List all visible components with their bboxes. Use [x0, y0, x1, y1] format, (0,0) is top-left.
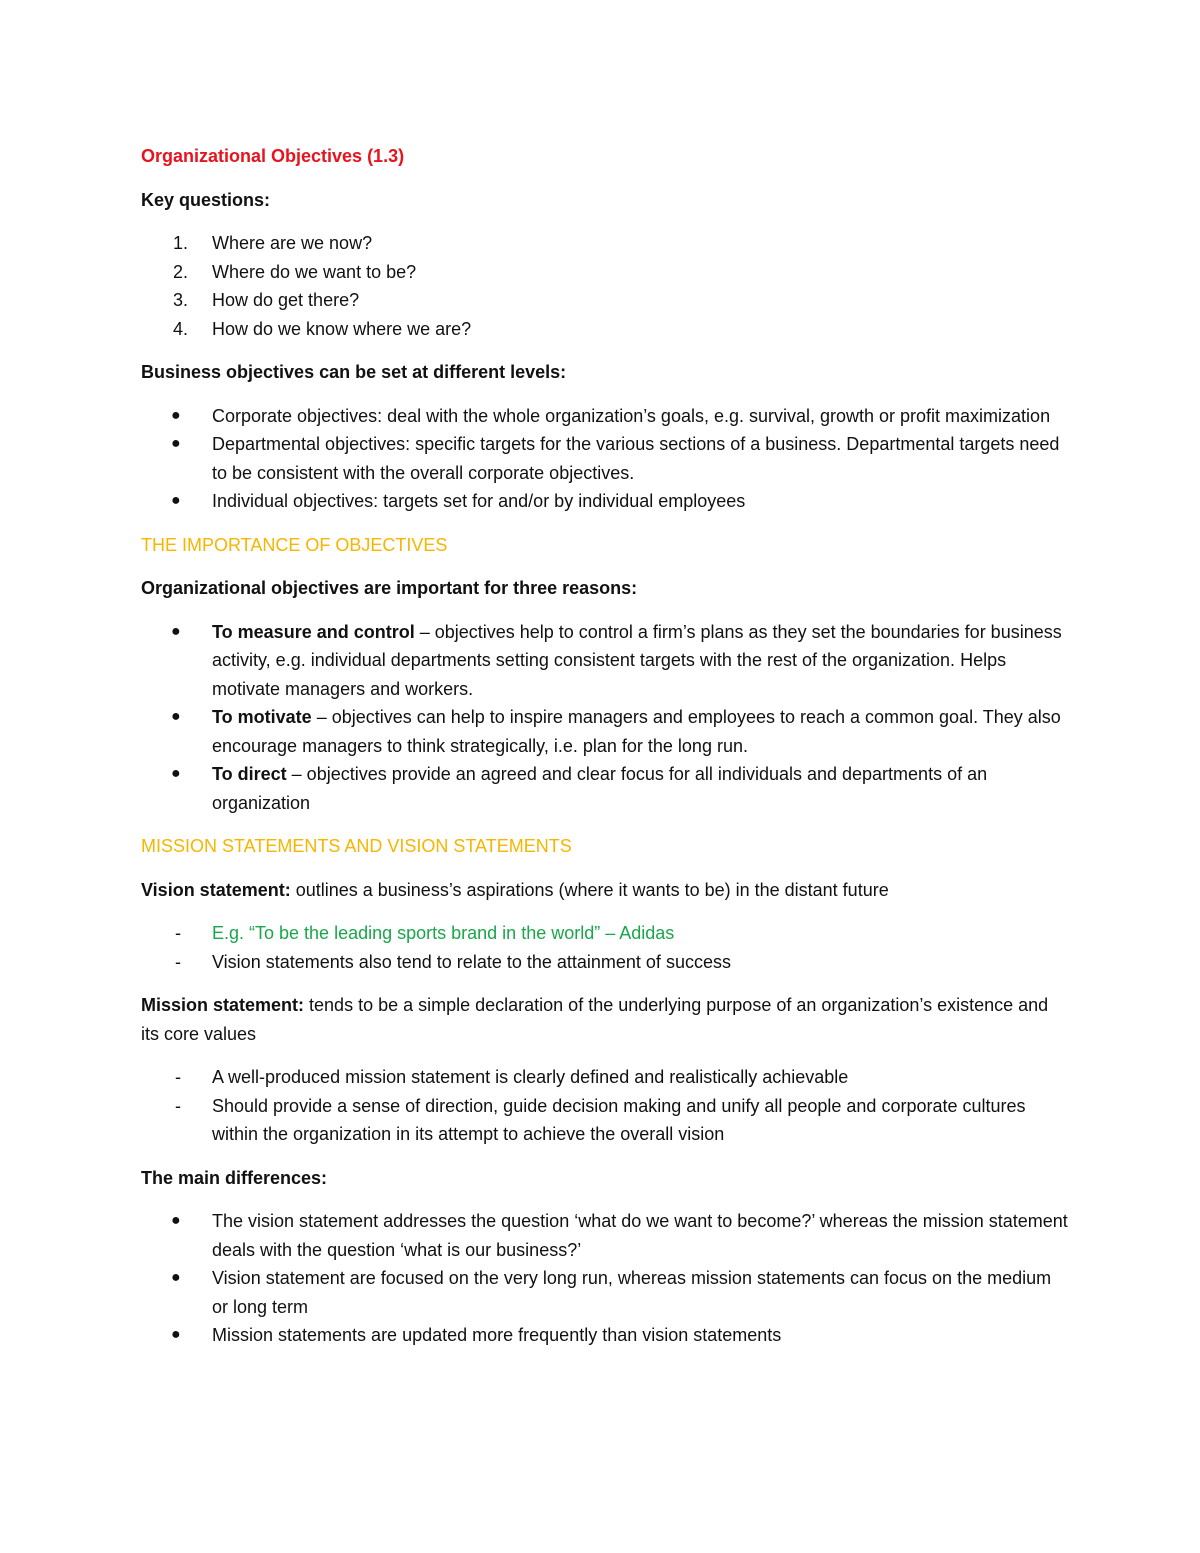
differences-list [141, 1207, 1071, 1350]
mission-list [141, 1063, 1071, 1149]
importance-heading: THE IMPORTANCE OF OBJECTIVES [141, 534, 448, 555]
list-item: 3. How do get there? [141, 286, 1071, 315]
bullet-icon: ● [171, 708, 181, 725]
bullet-icon: ● [171, 1269, 181, 1286]
list-number: 3. [173, 290, 189, 310]
term: Mission statement: [141, 995, 305, 1015]
list-item: 1. Where are we now? [141, 229, 1071, 258]
key-questions-list [141, 229, 1071, 343]
mission-definition: Mission statement: tends to be a simple declaration of the underlying purpose of an organization’s existence and its core values [141, 995, 1049, 1044]
term: To direct [212, 764, 287, 784]
list-number: 4. [173, 318, 189, 339]
list-item: - A well-produced mission statement is clearly defined and realistically achievable [141, 1063, 1071, 1092]
list-item: - Should provide a sense of direction, guide decision making and unify all people and corporate cultures within the organization in its attempt to achieve the overall vision [141, 1092, 1071, 1149]
list-item: ● To direct – objectives provide an agreed and clear focus for all individuals and departments of an organization [141, 760, 1071, 817]
dash-marker: - [175, 951, 181, 972]
list-item: ● To motivate – objectives can help to inspire managers and employees to reach a common goal. They also encourage managers to think strategically, i.e. plan for the long run. [141, 703, 1071, 760]
list-item: ● Mission statements are updated more frequently than vision statements [141, 1321, 1071, 1350]
list-item: ● Individual objectives: targets set for and/or by individual employees [141, 487, 1071, 516]
term: To motivate [212, 707, 312, 727]
bullet-icon: ● [171, 435, 181, 452]
dash-marker: - [175, 1067, 181, 1087]
term: Vision statement: [141, 879, 291, 900]
list-item: ● Departmental objectives: specific targets for the various sections of a business. Departmental targets need to be consistent with the overall corporate objectives. [141, 430, 1071, 487]
levels-label: Business objectives can be set at different levels: [141, 362, 567, 382]
list-number: 2. [173, 261, 189, 282]
document-page [141, 142, 1071, 1365]
vision-definition: Vision statement: outlines a business’s aspirations (where it wants to be) in the distant future [141, 879, 889, 900]
list-item: ● Vision statement are focused on the very long run, whereas mission statements can focus on the medium or long term [141, 1264, 1071, 1321]
bullet-icon: ● [171, 622, 181, 640]
statements-heading: MISSION STATEMENTS AND VISION STATEMENTS [141, 836, 572, 856]
list-item: - Vision statements also tend to relate to the attainment of success [141, 948, 1071, 977]
bullet-icon: ● [171, 1326, 181, 1343]
key-questions-label: Key questions: [141, 189, 271, 210]
document-title: Organizational Objectives (1.3) [141, 146, 405, 166]
list-item: ● To measure and control – objectives help to control a firm’s plans as they set the boundaries for business activity, e.g. individual departments setting consistent targets with the rest of the organization. Helps motivate managers and workers. [141, 618, 1071, 704]
bullet-icon: ● [171, 1212, 181, 1229]
list-item: ● Corporate objectives: deal with the whole organization’s goals, e.g. survival, growth or profit maximization [141, 402, 1071, 431]
bullet-icon: ● [171, 406, 181, 424]
levels-list [141, 402, 1071, 516]
list-item: 4. How do we know where we are? [141, 315, 1071, 344]
importance-list [141, 618, 1071, 818]
bullet-icon: ● [171, 492, 181, 509]
list-item: ● The vision statement addresses the question ‘what do we want to become?’ whereas the mission statement deals with the question ‘what is our business?’ [141, 1207, 1071, 1264]
list-item: 2. Where do we want to be? [141, 258, 1071, 287]
differences-label: The main differences: [141, 1167, 328, 1188]
term: To measure and control [212, 621, 415, 642]
vision-list [141, 919, 1071, 976]
dash-marker: - [175, 1095, 181, 1116]
dash-marker: - [175, 923, 181, 943]
bullet-icon: ● [171, 765, 181, 782]
list-item [141, 919, 1071, 948]
example-text: E.g. “To be the leading sports brand in the world” – Adidas [212, 923, 675, 943]
importance-label: Organizational objectives are important for three reasons: [141, 578, 638, 598]
list-number: 1. [173, 233, 189, 253]
